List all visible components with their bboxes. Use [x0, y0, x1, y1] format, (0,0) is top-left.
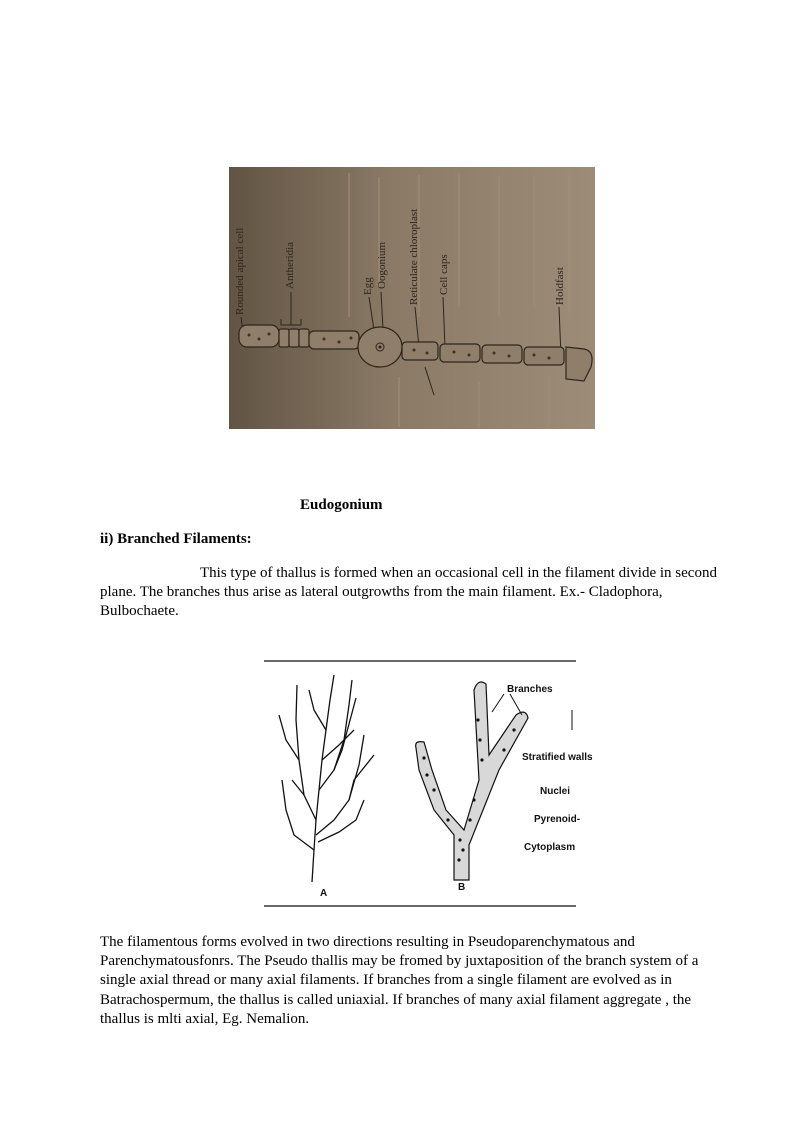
label-rounded-apical-cell: Rounded apical cell [234, 227, 246, 315]
label-holdfast: Holdfast [554, 267, 566, 305]
label-nuclei: Nuclei [540, 786, 571, 797]
figure1-caption: Eudogonium [300, 497, 383, 513]
branched-filaments-figure [264, 660, 593, 908]
label-pyrenoid: Pyrenoid- [534, 814, 581, 825]
section-heading-branched-filaments: ii) Branched Filaments: [100, 531, 252, 547]
label-branches: Branches [507, 684, 553, 695]
label-cytoplasm: Cytoplasm [524, 842, 576, 853]
paragraph-filamentous-forms: The filamentous forms evolved in two directions resulting in Pseudoparenchymatous and Parenchymatousfonrs. The Pseudo thallis may be fromed by juxtaposition of the branch system of a single axial thread or many axial filaments. If branches from a single filament are evolved as in Batrachospermum, the thallus is called uniaxial. If branches of many axial filament aggregate , the thallus is mlti axial, Eg. Nemalion. [100, 934, 699, 1027]
paragraph-branched-filaments [100, 564, 730, 621]
oedogonium-figure-photo [229, 167, 595, 429]
panel-label-b: B [458, 882, 466, 893]
panel-b-drawing [416, 682, 528, 880]
label-reticulate-chloroplast-text: Reticulate chloroplast [408, 208, 420, 305]
label-cell-caps: Cell caps [438, 254, 450, 295]
label-stratified-walls: Stratified walls [522, 752, 593, 763]
label-antheridia: Antheridia [284, 241, 296, 289]
panel-label-a: A [320, 888, 328, 899]
label-reticulate-chloroplast [408, 209, 420, 305]
label-oogonium: Oogonium [376, 241, 388, 289]
panel-a-drawing [279, 675, 374, 882]
paragraph1-text: This type of thallus is formed when an occasional cell in the filament divide in second plane. The branches thus arise as lateral outgrowths from the main filament. Ex.- Cladophora, Bulbochaete. [100, 565, 717, 619]
label-egg: Egg [362, 277, 374, 295]
